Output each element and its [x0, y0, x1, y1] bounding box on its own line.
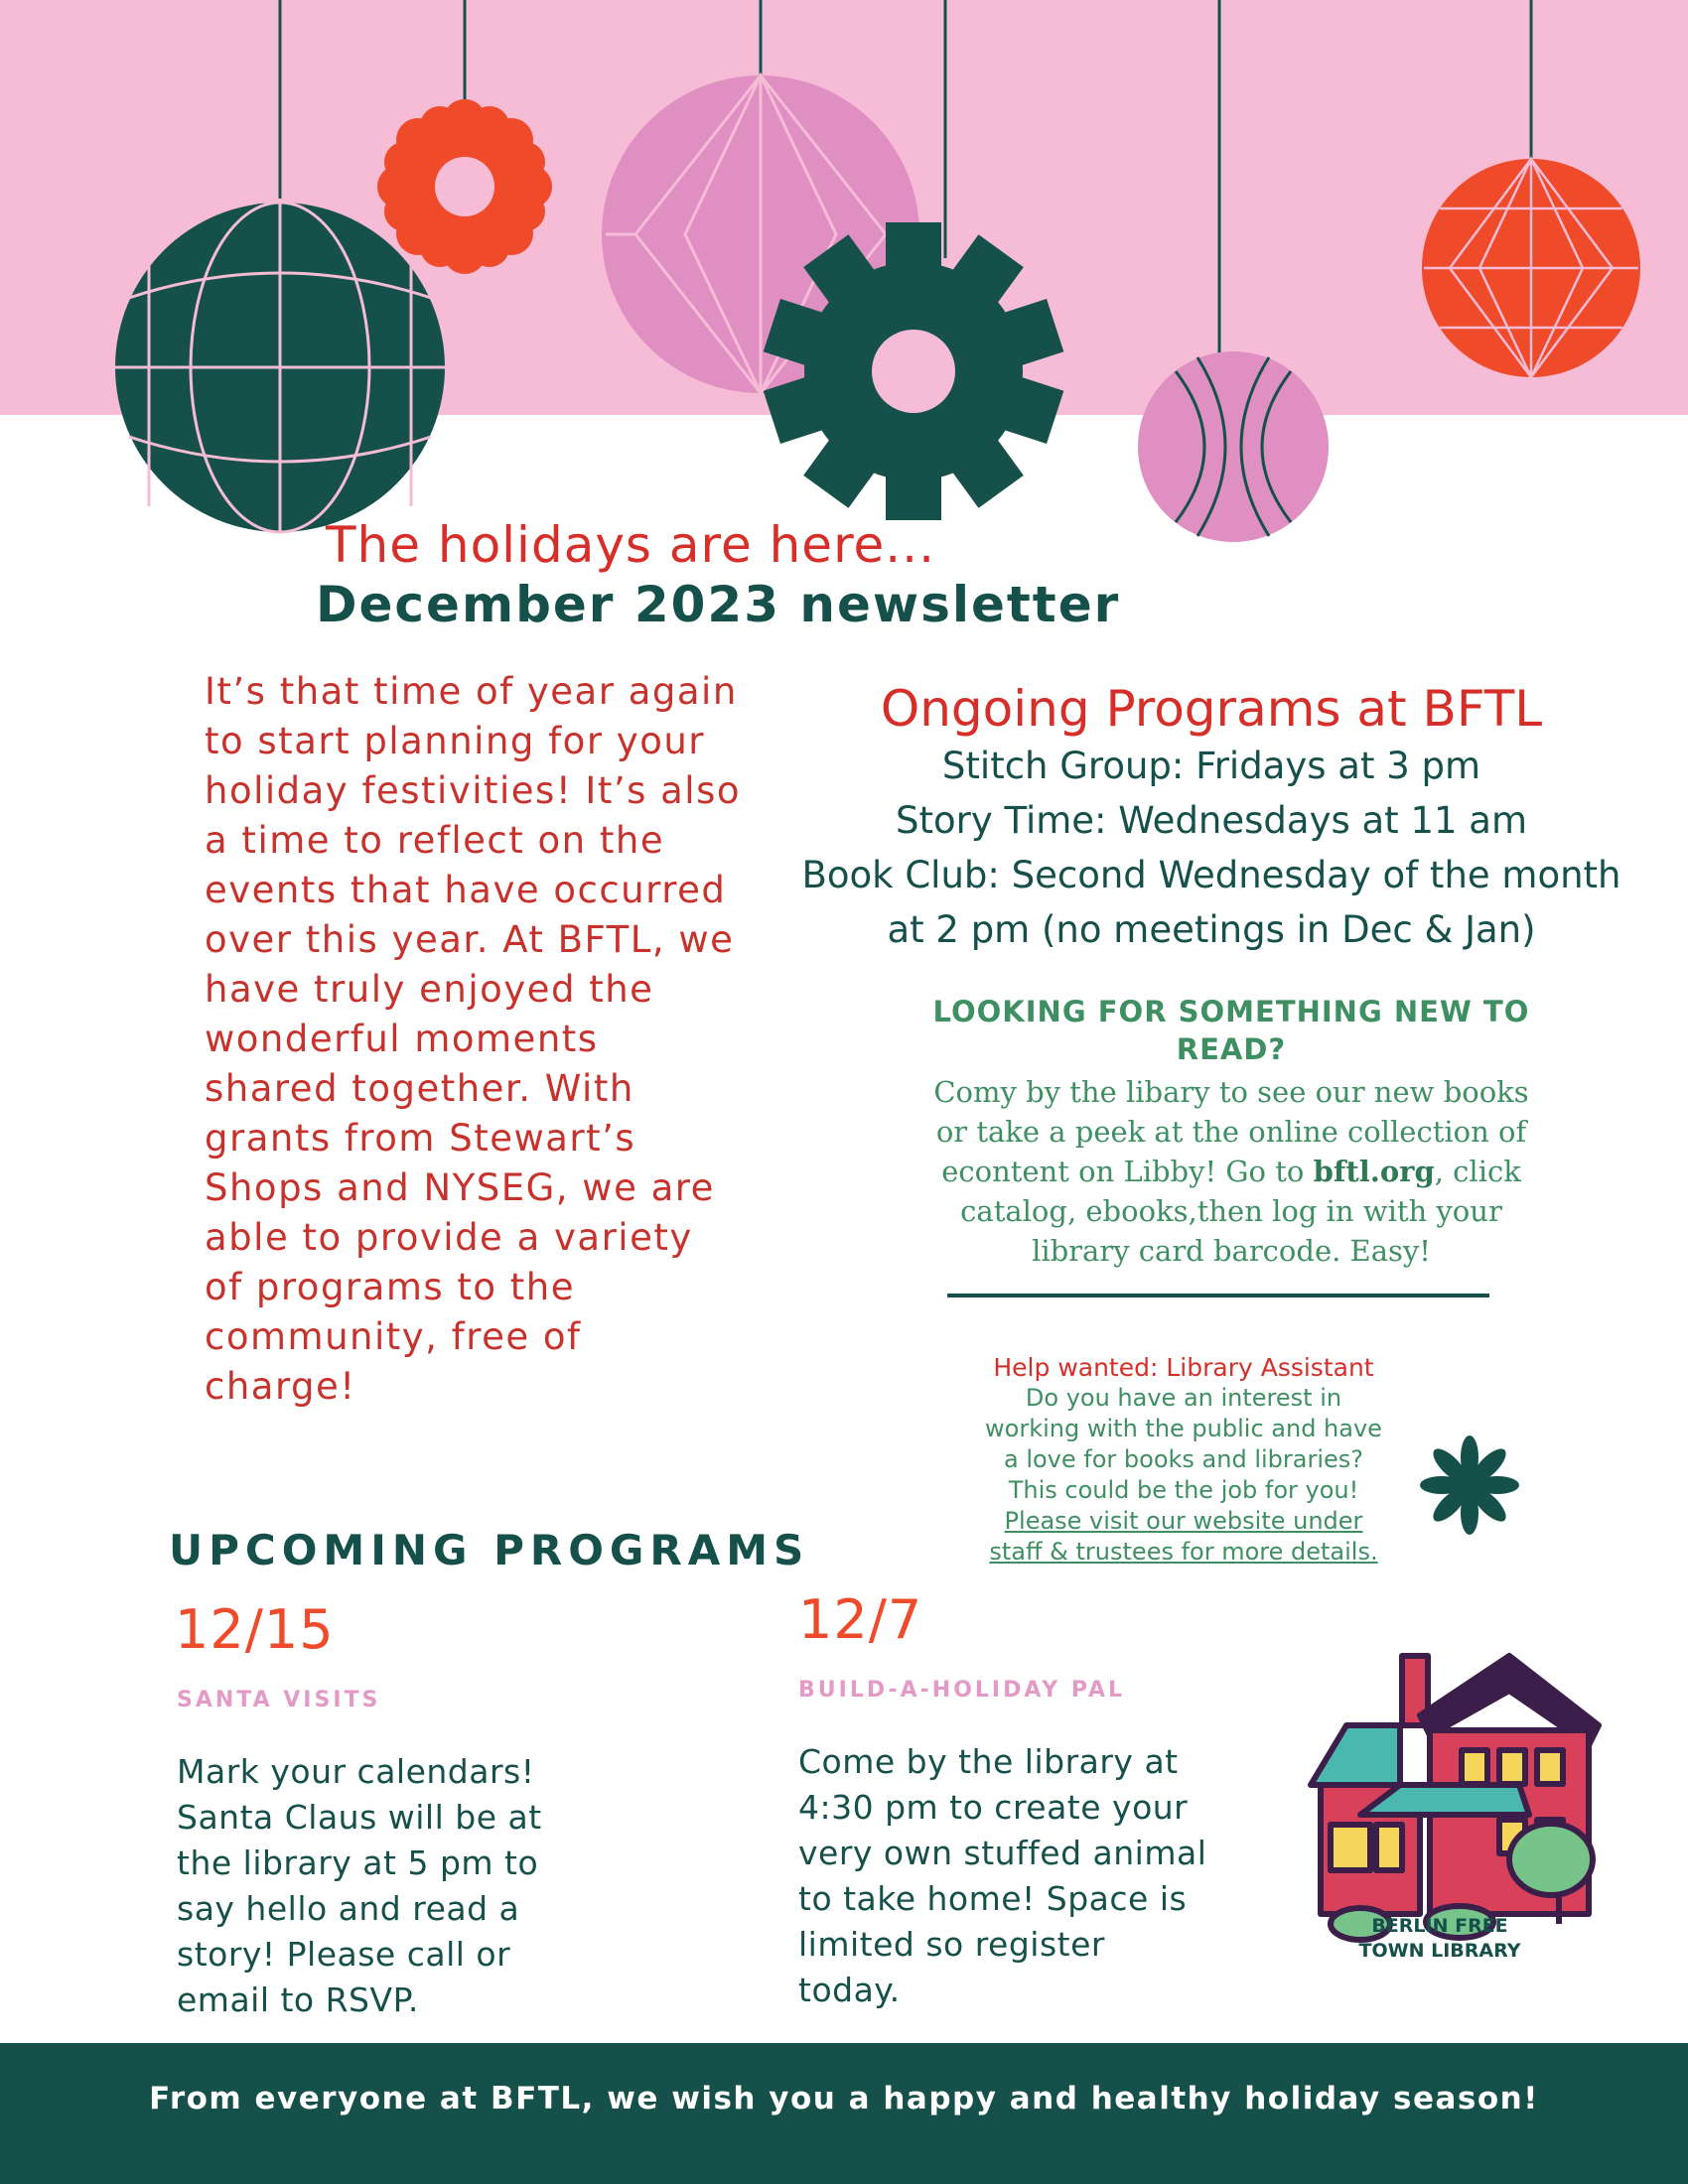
flower-icon	[1420, 1435, 1519, 1535]
ongoing-programs-title: Ongoing Programs at BFTL	[880, 680, 1543, 738]
ongoing-program-line: Stitch Group: Fridays at 3 pm	[941, 745, 1481, 787]
green-ornament	[115, 203, 445, 532]
small-mauve-ornament	[1138, 351, 1329, 542]
ongoing-program-line: Book Club: Second Wednesday of the month	[801, 854, 1621, 896]
upcoming-programs-heading: UPCOMING PROGRAMS	[169, 1526, 810, 1574]
library-name-line2: TOWN LIBRARY	[1358, 1940, 1521, 1962]
section-divider	[947, 1294, 1489, 1297]
new-read-text-end: , click catalog, ebooks,then log in with your library card barcode. Easy!	[960, 1155, 1521, 1268]
help-wanted-body-2: This could be the job for you!	[1008, 1476, 1359, 1504]
intro-paragraph: It’s that time of year again to start planning for your holiday festivities! It’s also a time to reflect on the events that have occurred over this year. At BFTL, we have truly enjoyed the wonderful moments shared together. With grants from Stewart’s Shops and NYSEG, we are able to provide a variety of programs to the community, free of charge!	[205, 670, 742, 1408]
new-read-section	[923, 993, 1539, 1271]
help-wanted-link[interactable]: Please visit our website under staff & trustees for more details.	[989, 1507, 1378, 1566]
ongoing-program-line: at 2 pm (no meetings in Dec & Jan)	[887, 908, 1536, 951]
event-label: SANTA VISITS	[177, 1688, 381, 1712]
library-name-line1: BERLIN FREE	[1371, 1915, 1508, 1937]
ornaments-illustration	[0, 0, 1688, 556]
event-description: Come by the library at 4:30 pm to create your very own stuffed animal to take home! Space is limited so register today.	[798, 1742, 1207, 2009]
library-name	[1321, 1914, 1559, 1964]
new-read-body	[923, 1072, 1539, 1271]
event-date: 12/7	[798, 1588, 923, 1651]
ongoing-programs	[755, 679, 1668, 957]
event-label: BUILD-A-HOLIDAY PAL	[798, 1678, 1126, 1703]
bftl-link[interactable]: bftl.org	[1313, 1155, 1435, 1188]
help-wanted-title: Help wanted: Library Assistant	[993, 1353, 1374, 1382]
event-description: Mark your calendars! Santa Claus will be at the library at 5 pm to say hello and read a story! Please call or email to RSVP.	[177, 1752, 542, 2019]
orange-lantern-ornament	[1422, 159, 1640, 377]
footer-message: From everyone at BFTL, we wish you a happy and healthy holiday season!	[149, 2081, 1539, 2116]
event-date: 12/15	[175, 1598, 335, 1661]
new-read-title: LOOKING FOR SOMETHING NEW TO READ?	[932, 995, 1530, 1066]
help-wanted-body: Do you have an interest in working with the public and have a love for books and libraries?	[985, 1384, 1382, 1473]
orange-flower-ornament	[377, 99, 552, 274]
ongoing-program-line: Story Time: Wednesdays at 11 am	[895, 799, 1528, 842]
green-gear-ornament	[764, 222, 1064, 520]
newsletter-title: December 2023 newsletter	[316, 576, 1121, 633]
help-wanted-section	[975, 1352, 1392, 1568]
new-read-text: Comy by the libary to see our new books or take a peek at the online collection of econtent on Libby! Go to	[933, 1075, 1529, 1188]
headline: The holidays are here...	[326, 516, 935, 574]
